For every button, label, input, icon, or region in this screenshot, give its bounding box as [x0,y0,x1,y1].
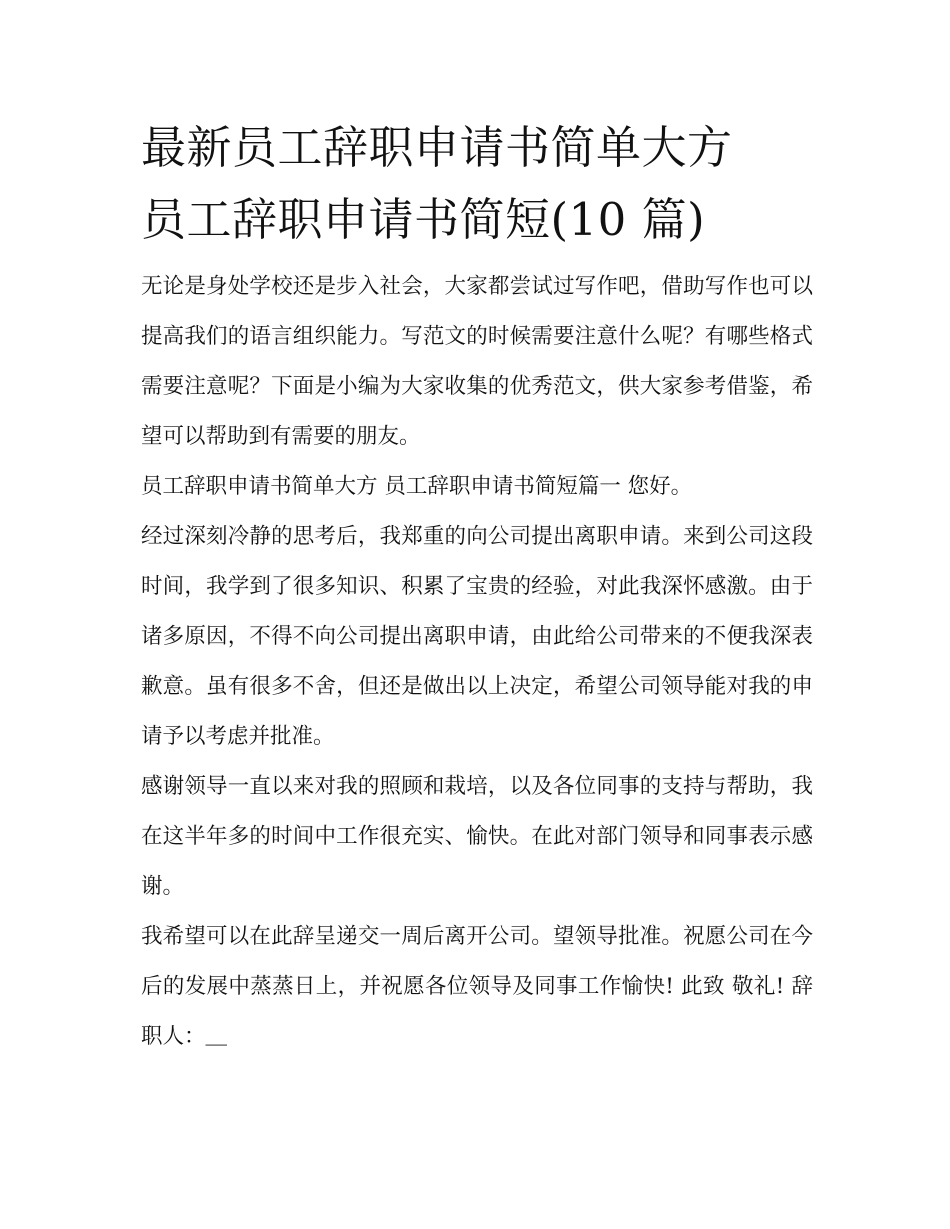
document-page [141,112,813,1062]
resignation-paragraph: 经过深刻冷静的思考后，我郑重的向公司提出离职申请。来到公司这段时间，我学到了很多知识、积累了宝贵的经验，对此我深怀感激。由于诸多原因，不得不向公司提出离职申请，由此给公司带来的不便我深表歉意。虽有很多不舍，但还是做出以上决定，希望公司领导能对我的申请予以考虑并批准。 [141,524,813,749]
title-line-1: 最新员工辞职申请书简单大方 [141,121,733,174]
title-line-2: 员工辞职申请书简短(10 篇) [141,193,706,246]
section-heading-paragraph: 员工辞职申请书简单大方 员工辞职申请书简短篇一 您好。 [141,474,693,499]
document-title [141,112,813,256]
closing-paragraph: 我希望可以在此辞呈递交一周后离开公司。望领导批准。祝愿公司在今后的发展中蒸蒸日上，并祝愿各位领导及同事工作愉快! 此致 敬礼! 辞职人：＿ [141,924,813,1049]
intro-paragraph: 无论是身处学校还是步入社会，大家都尝试过写作吧，借助写作也可以提高我们的语言组织能力。写范文的时候需要注意什么呢？有哪些格式需要注意呢？下面是小编为大家收集的优秀范文，供大家参考借鉴，希望可以帮助到有需要的朋友。 [141,274,813,449]
document-body [141,262,813,1062]
thanks-paragraph: 感谢领导一直以来对我的照顾和栽培，以及各位同事的支持与帮助，我在这半年多的时间中工作很充实、愉快。在此对部门领导和同事表示感谢。 [141,774,813,899]
